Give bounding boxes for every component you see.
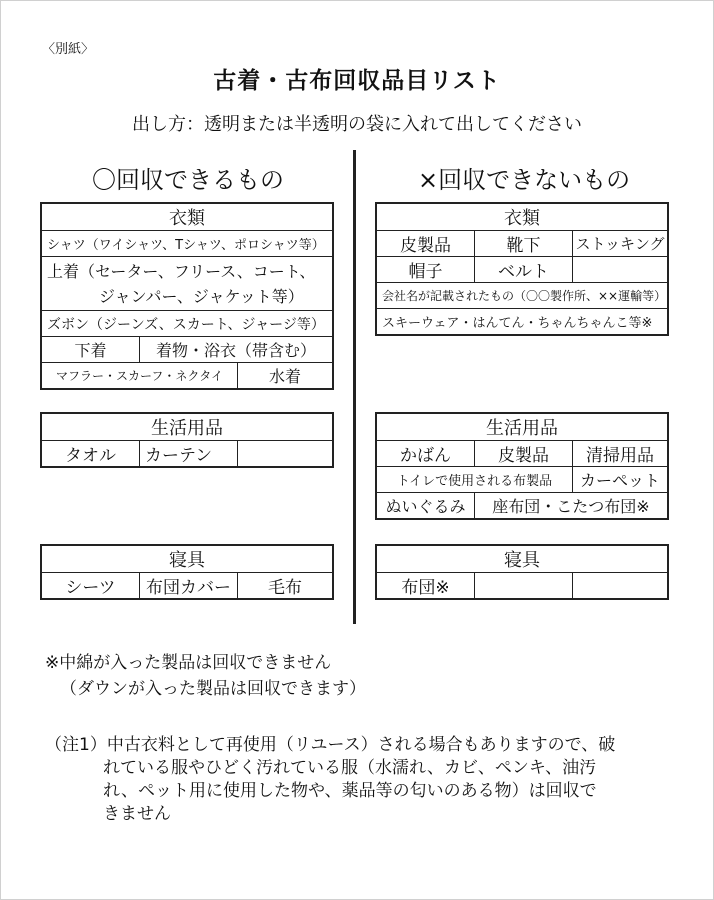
table-cell: ベルト: [474, 257, 572, 282]
table-cell: かばん: [400, 446, 451, 466]
table-cell: カーテン: [139, 441, 237, 466]
table-cell: ぬいぐるみ: [385, 497, 466, 516]
table-cell: ズボン（ジーンズ、スカート、ジャージ等）: [47, 316, 325, 333]
caution-line: きません: [103, 804, 171, 824]
right-column-heading: ×回収できないもの: [418, 166, 631, 194]
right-living-table: [375, 412, 669, 520]
table-cell: 下着: [74, 341, 107, 360]
attachment-label: 〈別紙〉: [42, 42, 95, 57]
table-header: 衣類: [504, 208, 540, 229]
table-cell: 清掃用品: [572, 441, 667, 466]
table-cell: マフラー・スカーフ・ネクタイ: [56, 369, 223, 383]
note-line: （ダウンが入った製品は回収できます）: [60, 679, 366, 699]
caution-line: れ、ペット用に使用した物や、薬品等の匂いのある物）は回収で: [103, 781, 597, 801]
right-clothing-table: [375, 202, 669, 336]
cell-line: ジャンパー、ジャケット等）: [99, 286, 304, 306]
table-cell: ストッキング: [572, 231, 667, 256]
table-cell: 皮製品: [474, 441, 572, 466]
caution-line: （注1）中古衣料として再使用（リユース）される場合もありますので、破: [45, 735, 616, 755]
table-cell: 水着: [237, 363, 332, 388]
table-cell: [42, 257, 332, 310]
table-cell: タオル: [65, 446, 116, 466]
table-cell: シャツ（ワイシャツ、Tシャツ、ポロシャツ等）: [47, 238, 325, 253]
table-cell: 座布団・こたつ布団※: [474, 493, 667, 518]
table-header: 寝具: [169, 550, 205, 571]
table-cell: 布団※: [401, 578, 450, 598]
left-living-table: [40, 412, 334, 468]
table-cell: シーツ: [65, 578, 116, 598]
table-header: 生活用品: [486, 418, 558, 439]
page-title: 古着・古布回収品目リスト: [213, 68, 501, 94]
table-cell: カーペット: [572, 467, 667, 492]
table-cell: 会社名が記載されたもの（〇〇製作所、××運輸等）: [382, 289, 667, 303]
table-cell: トイレで使用される布製品: [396, 474, 553, 489]
table-cell: 靴下: [474, 231, 572, 256]
right-bedding-table: [375, 544, 669, 600]
column-divider: [353, 150, 356, 624]
table-cell: 毛布: [237, 573, 332, 598]
table-cell: 皮製品: [400, 236, 451, 256]
table-cell: [474, 573, 572, 598]
caution-line: れている服やひどく汚れている服（水濡れ、カビ、ペンキ、油汚: [103, 758, 597, 778]
table-cell: 帽子: [408, 262, 443, 282]
note-line: ※中綿が入った製品は回収できません: [45, 653, 332, 673]
left-column-heading: 〇回収できるもの: [92, 166, 284, 194]
table-cell: 布団カバー: [139, 573, 237, 598]
table-cell: スキーウェア・はんてん・ちゃんちゃんこ等※: [382, 316, 653, 331]
left-bedding-table: [40, 544, 334, 600]
page-subtitle: 出し方：透明または半透明の袋に入れて出してください: [132, 114, 582, 135]
table-cell: 着物・浴衣（帯含む）: [139, 337, 332, 362]
table-cell: [237, 441, 332, 466]
table-cell: [572, 257, 667, 282]
table-header: 生活用品: [151, 418, 223, 439]
table-header: 寝具: [504, 550, 540, 571]
cell-line: 上着（セーター、フリース、コート、: [47, 261, 316, 281]
table-cell: [572, 573, 667, 598]
left-clothing-table: [40, 202, 334, 390]
table-header: 衣類: [169, 208, 205, 229]
